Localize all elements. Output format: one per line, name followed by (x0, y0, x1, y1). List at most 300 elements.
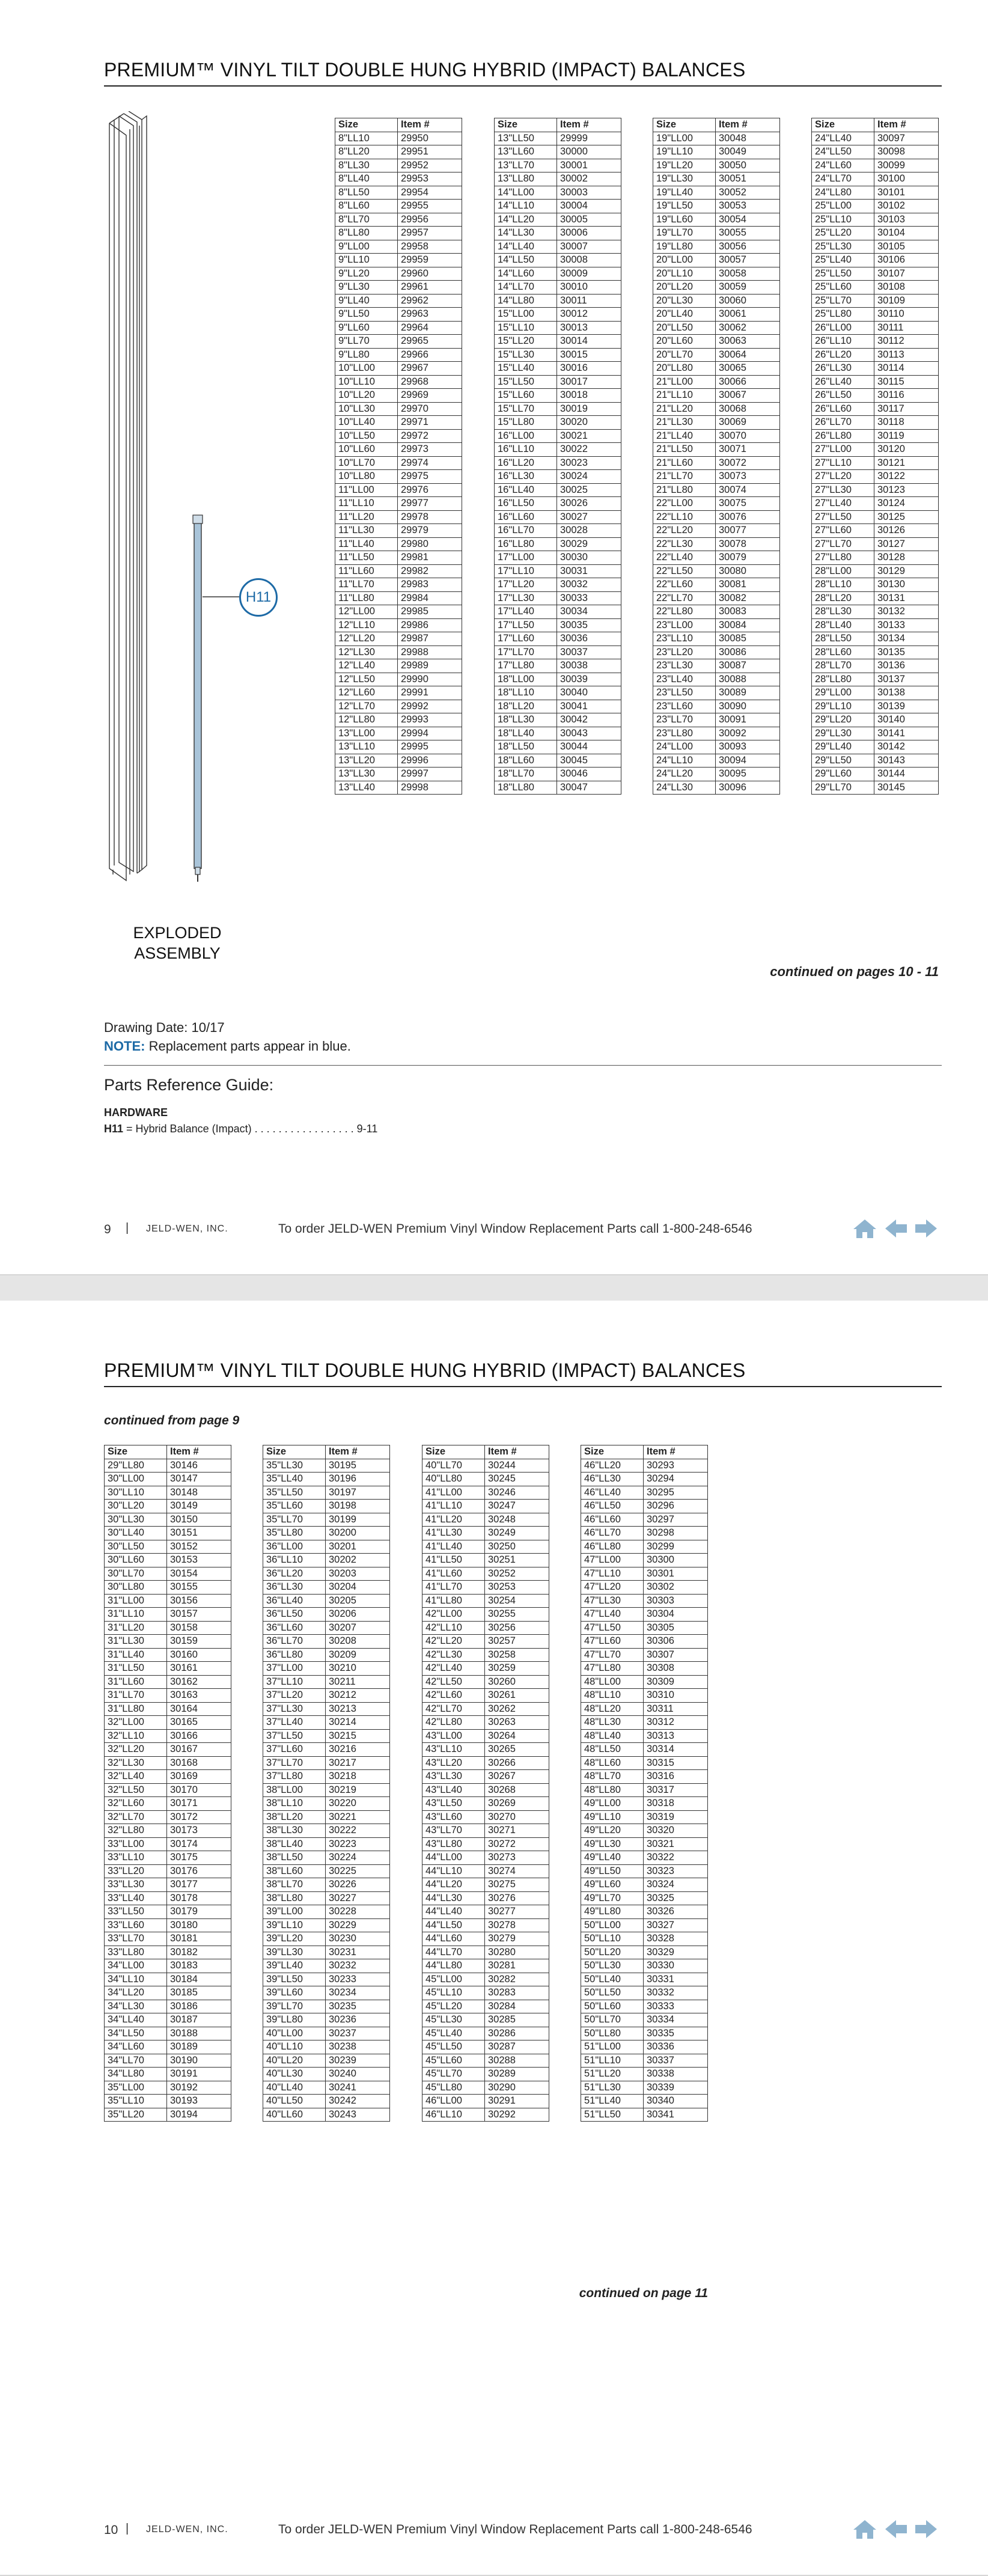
item-number-cell: 30005 (557, 213, 621, 227)
size-cell: 31"LL20 (105, 1621, 167, 1635)
table-row (105, 1891, 231, 1905)
table-header-row (581, 1445, 708, 1459)
table-row (653, 416, 780, 430)
table-row (335, 443, 462, 457)
table-row (653, 700, 780, 713)
size-cell: 47"LL80 (581, 1662, 644, 1676)
size-cell: 33"LL70 (105, 1932, 167, 1946)
size-cell: 32"LL00 (105, 1716, 167, 1730)
item-number-cell: 30018 (557, 389, 621, 403)
item-number-cell: 30258 (485, 1648, 549, 1662)
size-cell: 34"LL70 (105, 2054, 167, 2068)
table-row (581, 1797, 708, 1811)
table-row (335, 362, 462, 376)
item-number-cell: 30307 (644, 1648, 708, 1662)
size-cell: 29"LL50 (812, 754, 874, 768)
item-number-cell: 29960 (398, 267, 462, 281)
size-cell: 11"LL60 (335, 564, 398, 578)
item-number-cell: 30106 (874, 254, 939, 267)
table-row (422, 1540, 549, 1554)
size-cell: 25"LL50 (812, 267, 874, 281)
size-cell: 40"LL60 (263, 2108, 326, 2122)
size-cell: 14"LL70 (495, 281, 557, 295)
size-cell: 44"LL00 (422, 1851, 485, 1865)
table-row (263, 2040, 390, 2054)
table-row (263, 1783, 390, 1797)
size-cell: 9"LL30 (335, 281, 398, 295)
item-number-cell: 30031 (557, 564, 621, 578)
item-number-cell: 30327 (644, 1918, 708, 1932)
table-row (812, 537, 939, 551)
item-number-cell: 30238 (326, 2040, 390, 2054)
table-row (653, 335, 780, 349)
table-row (422, 1527, 549, 1540)
size-cell: 42"LL50 (422, 1675, 485, 1689)
table-row (495, 686, 621, 700)
size-cell: 40"LL30 (263, 2068, 326, 2081)
item-number-cell: 29974 (398, 456, 462, 470)
table-row (653, 781, 780, 795)
item-number-cell: 30302 (644, 1581, 708, 1595)
table-row (653, 537, 780, 551)
table-row (263, 1891, 390, 1905)
item-number-cell: 30107 (874, 267, 939, 281)
item-number-cell: 30337 (644, 2054, 708, 2068)
table-row (812, 429, 939, 443)
item-number-cell: 30280 (485, 1946, 549, 1959)
size-cell: 39"LL10 (263, 1918, 326, 1932)
table-row (263, 1946, 390, 1959)
size-cell: 17"LL50 (495, 618, 557, 632)
size-cell: 24"LL30 (653, 781, 716, 795)
item-number-cell: 30308 (644, 1662, 708, 1676)
home-icon[interactable] (852, 1218, 878, 1239)
item-number-cell: 30148 (167, 1486, 231, 1500)
size-cell: 13"LL30 (335, 768, 398, 781)
table-row (581, 1608, 708, 1622)
table-row (581, 1527, 708, 1540)
table-row (581, 1513, 708, 1527)
size-cell: 44"LL10 (422, 1864, 485, 1878)
item-number-cell: 30317 (644, 1783, 708, 1797)
size-cell: 22"LL10 (653, 510, 716, 524)
size-cell: 38"LL70 (263, 1878, 326, 1892)
column-header-item: Item # (716, 118, 780, 132)
size-cell: 32"LL10 (105, 1729, 167, 1743)
size-cell: 42"LL10 (422, 1621, 485, 1635)
size-cell: 17"LL10 (495, 564, 557, 578)
table-row (105, 1946, 231, 1959)
item-number-cell: 30273 (485, 1851, 549, 1865)
table-row (105, 1500, 231, 1513)
exploded-assembly-label (129, 923, 225, 963)
item-number-cell: 30127 (874, 537, 939, 551)
item-number-cell: 29957 (398, 227, 462, 240)
size-cell: 35"LL20 (105, 2108, 167, 2122)
item-number-cell: 30293 (644, 1459, 708, 1473)
table-row (263, 1459, 390, 1473)
item-number-cell: 30086 (716, 646, 780, 659)
item-number-cell: 30170 (167, 1783, 231, 1797)
table-row (263, 1932, 390, 1946)
item-number-cell: 30047 (557, 781, 621, 795)
table-row (653, 659, 780, 673)
table-row (653, 754, 780, 768)
item-number-cell: 30190 (167, 2054, 231, 2068)
table-row (581, 2013, 708, 2027)
item-number-cell: 30030 (557, 551, 621, 565)
size-cell: 27"LL10 (812, 456, 874, 470)
size-cell: 28"LL60 (812, 646, 874, 659)
size-cell: 43"LL60 (422, 1810, 485, 1824)
table-row (495, 172, 621, 186)
table-row (581, 1918, 708, 1932)
size-cell: 31"LL60 (105, 1675, 167, 1689)
table-row (653, 443, 780, 457)
item-number-cell: 30189 (167, 2040, 231, 2054)
item-number-cell: 30175 (167, 1851, 231, 1865)
size-cell: 43"LL00 (422, 1729, 485, 1743)
table-row (581, 1554, 708, 1567)
table-row (653, 564, 780, 578)
item-number-cell: 30025 (557, 483, 621, 497)
table-row (495, 429, 621, 443)
column-header-item: Item # (167, 1445, 231, 1459)
item-number-cell: 30014 (557, 335, 621, 349)
table-row (581, 2095, 708, 2108)
table-row (422, 2013, 549, 2027)
size-cell: 35"LL60 (263, 1500, 326, 1513)
size-cell: 42"LL30 (422, 1648, 485, 1662)
size-cell: 46"LL80 (581, 1540, 644, 1554)
table-row (105, 1973, 231, 1986)
size-cell: 36"LL10 (263, 1554, 326, 1567)
table-row (812, 456, 939, 470)
item-number-cell: 30201 (326, 1540, 390, 1554)
table-row (653, 686, 780, 700)
parts-table (581, 1445, 708, 2122)
size-cell: 42"LL00 (422, 1608, 485, 1622)
size-cell: 22"LL20 (653, 524, 716, 538)
item-number-cell: 30176 (167, 1864, 231, 1878)
size-cell: 22"LL80 (653, 605, 716, 619)
size-cell: 18"LL60 (495, 754, 557, 768)
size-cell: 16"LL40 (495, 483, 557, 497)
item-number-cell: 30120 (874, 443, 939, 457)
item-number-cell: 29985 (398, 605, 462, 619)
item-number-cell: 30183 (167, 1959, 231, 1973)
item-number-cell: 30157 (167, 1608, 231, 1622)
size-cell: 32"LL20 (105, 1743, 167, 1757)
size-cell: 47"LL10 (581, 1567, 644, 1581)
size-cell: 29"LL00 (812, 686, 874, 700)
size-cell: 9"LL40 (335, 294, 398, 308)
item-number-cell: 30080 (716, 564, 780, 578)
table-row (653, 308, 780, 322)
next-page-icon[interactable] (914, 1218, 938, 1239)
size-cell: 8"LL50 (335, 186, 398, 200)
table-row (105, 1932, 231, 1946)
item-number-cell: 30022 (557, 443, 621, 457)
size-cell: 21"LL30 (653, 416, 716, 430)
size-cell: 33"LL80 (105, 1946, 167, 1959)
size-cell: 39"LL70 (263, 2000, 326, 2013)
item-number-cell: 30210 (326, 1662, 390, 1676)
size-cell: 50"LL10 (581, 1932, 644, 1946)
item-number-cell: 30243 (326, 2108, 390, 2122)
table-row (105, 1797, 231, 1811)
size-cell: 31"LL70 (105, 1689, 167, 1703)
table-row (335, 159, 462, 172)
item-number-cell: 30253 (485, 1581, 549, 1595)
size-cell: 11"LL50 (335, 551, 398, 565)
table-row (495, 321, 621, 335)
table-row (263, 1486, 390, 1500)
table-row (812, 254, 939, 267)
size-cell: 40"LL40 (263, 2081, 326, 2095)
table-row (335, 686, 462, 700)
item-number-cell: 30193 (167, 2095, 231, 2108)
size-cell: 41"LL70 (422, 1581, 485, 1595)
size-cell: 17"LL20 (495, 578, 557, 592)
size-cell: 22"LL70 (653, 591, 716, 605)
size-cell: 37"LL70 (263, 1756, 326, 1770)
item-number-cell: 30213 (326, 1702, 390, 1716)
parts-table (422, 1445, 549, 2122)
table-row (495, 348, 621, 362)
item-number-cell: 30158 (167, 1621, 231, 1635)
table-row (653, 591, 780, 605)
size-cell: 34"LL00 (105, 1959, 167, 1973)
item-number-cell: 30045 (557, 754, 621, 768)
table-row (335, 240, 462, 254)
table-row (812, 281, 939, 295)
item-number-cell: 30218 (326, 1770, 390, 1784)
table-row (422, 1702, 549, 1716)
item-number-cell: 30205 (326, 1594, 390, 1608)
table-row (335, 172, 462, 186)
item-number-cell: 30192 (167, 2081, 231, 2095)
table-row (263, 1743, 390, 1757)
size-cell: 34"LL30 (105, 2000, 167, 2013)
item-number-cell: 30309 (644, 1675, 708, 1689)
item-number-cell: 30257 (485, 1635, 549, 1649)
size-cell: 22"LL30 (653, 537, 716, 551)
size-cell: 51"LL10 (581, 2054, 644, 2068)
table-row (335, 254, 462, 267)
table-row (422, 1513, 549, 1527)
item-number-cell: 30155 (167, 1581, 231, 1595)
size-cell: 44"LL40 (422, 1905, 485, 1919)
size-cell: 24"LL60 (812, 159, 874, 172)
item-number-cell: 30278 (485, 1918, 549, 1932)
item-number-cell: 30263 (485, 1716, 549, 1730)
size-cell: 35"LL10 (105, 2095, 167, 2108)
size-cell: 48"LL60 (581, 1756, 644, 1770)
size-cell: 29"LL40 (812, 740, 874, 754)
item-number-cell: 30108 (874, 281, 939, 295)
previous-page-icon[interactable] (884, 2518, 908, 2540)
item-number-cell: 30275 (485, 1878, 549, 1892)
item-number-cell: 30057 (716, 254, 780, 267)
item-number-cell: 30011 (557, 294, 621, 308)
size-cell: 41"LL10 (422, 1500, 485, 1513)
table-row (495, 362, 621, 376)
table-row (105, 2081, 231, 2095)
size-cell: 31"LL10 (105, 1608, 167, 1622)
page-number: 10 (104, 2523, 118, 2537)
table-row (335, 727, 462, 740)
item-number-cell: 29975 (398, 470, 462, 484)
item-number-cell: 30172 (167, 1810, 231, 1824)
item-number-cell: 30265 (485, 1743, 549, 1757)
table-row (422, 2054, 549, 2068)
footer-order-text: To order JELD-WEN Premium Vinyl Window Replacement Parts call 1-800-248-6546 (278, 2523, 752, 2536)
size-cell: 16"LL60 (495, 510, 557, 524)
size-cell: 47"LL40 (581, 1608, 644, 1622)
callout-h11[interactable]: H11 (239, 578, 278, 617)
table-row (495, 389, 621, 403)
size-cell: 33"LL30 (105, 1878, 167, 1892)
size-cell: 13"LL10 (335, 740, 398, 754)
table-row (263, 1500, 390, 1513)
table-row (812, 551, 939, 565)
item-number-cell: 30006 (557, 227, 621, 240)
size-cell: 28"LL70 (812, 659, 874, 673)
item-number-cell: 30144 (874, 768, 939, 781)
item-number-cell: 30142 (874, 740, 939, 754)
table-row (335, 497, 462, 511)
size-cell: 46"LL00 (422, 2095, 485, 2108)
item-number-cell: 30028 (557, 524, 621, 538)
size-cell: 45"LL50 (422, 2040, 485, 2054)
table-row (335, 267, 462, 281)
continued-note: continued on pages 10 - 11 (770, 964, 939, 979)
exploded-assembly-drawing (102, 111, 246, 887)
item-number-cell: 30221 (326, 1810, 390, 1824)
size-cell: 26"LL30 (812, 362, 874, 376)
table-row (495, 781, 621, 795)
size-cell: 35"LL80 (263, 1527, 326, 1540)
size-cell: 21"LL70 (653, 470, 716, 484)
size-cell: 11"LL00 (335, 483, 398, 497)
size-cell: 16"LL80 (495, 537, 557, 551)
footer-separator: | (126, 2522, 129, 2535)
size-cell: 38"LL10 (263, 1797, 326, 1811)
item-number-cell: 29999 (557, 132, 621, 145)
item-number-cell: 30320 (644, 1824, 708, 1838)
item-number-cell: 30303 (644, 1594, 708, 1608)
size-cell: 29"LL30 (812, 727, 874, 740)
size-cell: 46"LL10 (422, 2108, 485, 2122)
table-row (105, 1594, 231, 1608)
table-row (263, 1959, 390, 1973)
column-header-size: Size (335, 118, 398, 132)
size-cell: 15"LL20 (495, 335, 557, 349)
size-cell: 38"LL50 (263, 1851, 326, 1865)
item-number-cell: 30090 (716, 700, 780, 713)
table-row (653, 551, 780, 565)
item-number-cell: 30060 (716, 294, 780, 308)
item-number-cell: 30152 (167, 1540, 231, 1554)
size-cell: 37"LL50 (263, 1729, 326, 1743)
table-row (581, 1905, 708, 1919)
size-cell: 21"LL00 (653, 375, 716, 389)
table-row (581, 1729, 708, 1743)
table-row (812, 402, 939, 416)
table-row (581, 1675, 708, 1689)
table-row (335, 591, 462, 605)
size-cell: 12"LL30 (335, 646, 398, 659)
table-row (335, 145, 462, 159)
size-cell: 17"LL40 (495, 605, 557, 619)
next-page-icon[interactable] (914, 2518, 938, 2540)
size-cell: 10"LL80 (335, 470, 398, 484)
item-number-cell: 30029 (557, 537, 621, 551)
item-number-cell: 30145 (874, 781, 939, 795)
table-row (812, 443, 939, 457)
item-number-cell: 29959 (398, 254, 462, 267)
table-row (263, 1581, 390, 1595)
table-row (495, 524, 621, 538)
size-cell: 37"LL30 (263, 1702, 326, 1716)
table-row (105, 1864, 231, 1878)
item-number-cell: 30136 (874, 659, 939, 673)
size-cell: 46"LL70 (581, 1527, 644, 1540)
previous-page-icon[interactable] (884, 1218, 908, 1239)
size-cell: 24"LL80 (812, 186, 874, 200)
item-number-cell: 30277 (485, 1905, 549, 1919)
item-number-cell: 30017 (557, 375, 621, 389)
item-number-cell: 30319 (644, 1810, 708, 1824)
item-number-cell: 30138 (874, 686, 939, 700)
size-cell: 35"LL30 (263, 1459, 326, 1473)
size-cell: 10"LL20 (335, 389, 398, 403)
size-cell: 41"LL40 (422, 1540, 485, 1554)
size-cell: 16"LL00 (495, 429, 557, 443)
item-number-cell: 30143 (874, 754, 939, 768)
size-cell: 10"LL70 (335, 456, 398, 470)
table-row (581, 1770, 708, 1784)
size-cell: 33"LL20 (105, 1864, 167, 1878)
table-row (581, 1783, 708, 1797)
table-row (653, 375, 780, 389)
size-cell: 39"LL20 (263, 1932, 326, 1946)
item-number-cell: 30164 (167, 1702, 231, 1716)
size-cell: 36"LL40 (263, 1594, 326, 1608)
column-header-size: Size (581, 1445, 644, 1459)
item-number-cell: 30304 (644, 1608, 708, 1622)
item-number-cell: 30062 (716, 321, 780, 335)
size-cell: 14"LL50 (495, 254, 557, 267)
item-number-cell: 30323 (644, 1864, 708, 1878)
size-cell: 24"LL50 (812, 145, 874, 159)
hardware-item[interactable] (104, 1121, 377, 1137)
table-row (812, 781, 939, 795)
home-icon[interactable] (852, 2518, 878, 2540)
item-number-cell: 30105 (874, 240, 939, 254)
size-cell: 21"LL80 (653, 483, 716, 497)
size-cell: 42"LL80 (422, 1716, 485, 1730)
item-number-cell: 30321 (644, 1837, 708, 1851)
size-cell: 23"LL70 (653, 713, 716, 727)
column-header-size: Size (495, 118, 557, 132)
table-row (581, 1459, 708, 1473)
item-number-cell: 30167 (167, 1743, 231, 1757)
table-row (812, 186, 939, 200)
item-number-cell: 30282 (485, 1973, 549, 1986)
item-number-cell: 30220 (326, 1797, 390, 1811)
